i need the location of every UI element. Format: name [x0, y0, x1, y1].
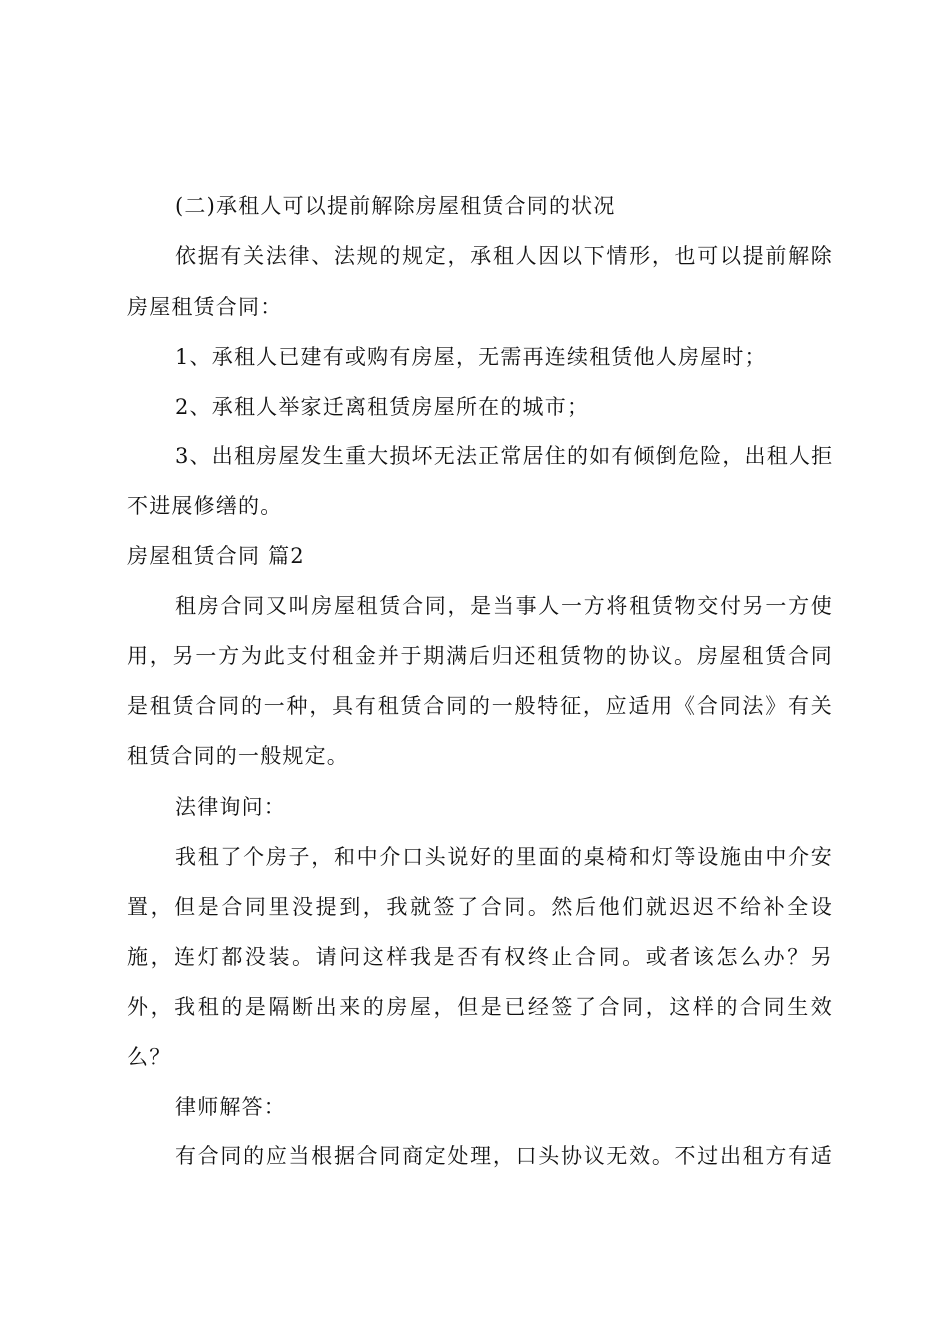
list-item: 1、承租人已建有或购有房屋，无需再连续租赁他人房屋时； — [175, 345, 767, 369]
answer-label: 律师解答： — [175, 1095, 286, 1119]
paragraph-line: 是租赁合同的一种，具有租赁合同的一般特征，应适用《合同法》有关 — [127, 694, 833, 718]
paragraph-line: 租房合同又叫房屋租赁合同，是当事人一方将租赁物交付另一方使 — [175, 594, 833, 618]
list-item-continuation: 不进展修缮的。 — [127, 494, 283, 518]
answer-line: 有合同的应当根据合同商定处理，口头协议无效。不过出租方有适 — [175, 1144, 833, 1168]
paragraph-line: 房屋租赁合同： — [127, 295, 283, 319]
question-line: 我租了个房子，和中介口头说好的里面的桌椅和灯等设施由中介安 — [175, 845, 833, 869]
paragraph-line: 租赁合同的一般规定。 — [127, 744, 349, 768]
question-line: 施，连灯都没装。请问这样我是否有权终止合同。或者该怎么办？另 — [127, 945, 833, 969]
question-line: 外，我租的是隔断出来的房屋，但是已经签了合同，这样的合同生效 — [127, 995, 833, 1019]
list-item: 2、承租人举家迁离租赁房屋所在的城市； — [175, 395, 590, 419]
paragraph-line: 用，另一方为此支付租金并于期满后归还租赁物的协议。房屋租赁合同 — [127, 644, 833, 668]
list-item: 3、出租房屋发生重大损坏无法正常居住的如有倾倒危险，出租人拒 — [175, 444, 834, 468]
consult-label: 法律询问： — [175, 795, 286, 819]
question-line: 么？ — [127, 1045, 172, 1069]
section-heading: (二)承租人可以提前解除房屋租赁合同的状况 — [175, 194, 616, 218]
article-title: 房屋租赁合同 篇2 — [127, 544, 305, 568]
paragraph-line: 依据有关法律、法规的规定，承租人因以下情形，也可以提前解除 — [175, 244, 833, 268]
question-line: 置，但是合同里没提到，我就签了合同。然后他们就迟迟不给补全设 — [127, 895, 833, 919]
